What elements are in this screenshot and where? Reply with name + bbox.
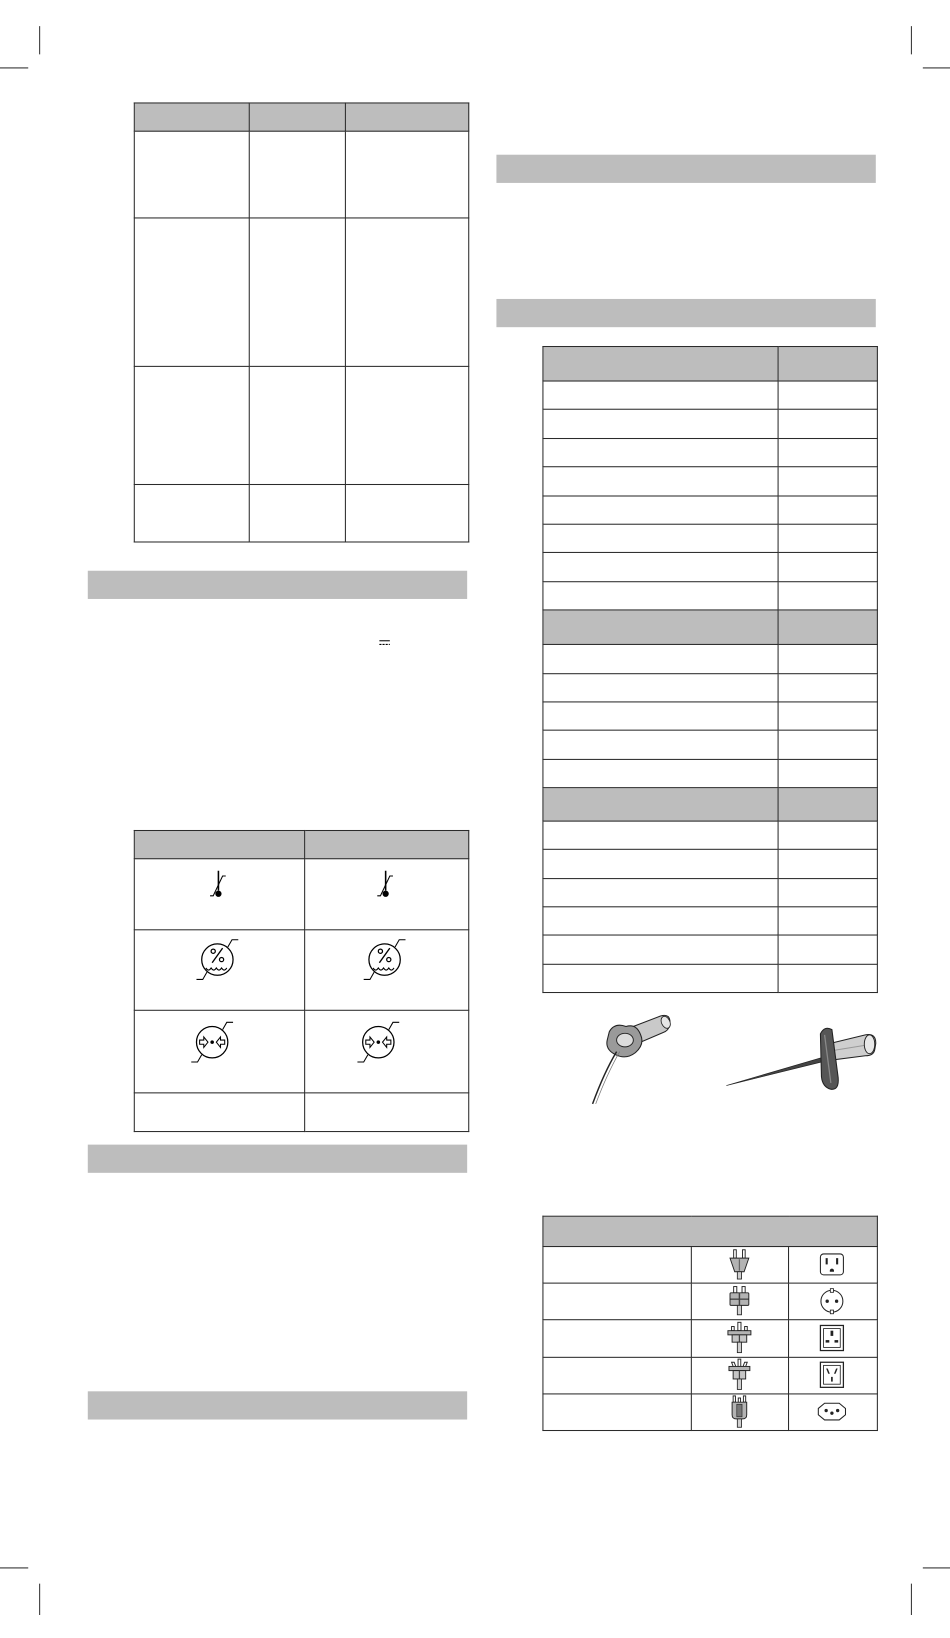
table-cell <box>249 485 345 542</box>
table-row <box>543 410 877 439</box>
plug-cell <box>691 1394 788 1431</box>
table-cell <box>134 1093 304 1132</box>
socket-cell <box>789 1394 878 1431</box>
table-cell <box>778 759 877 788</box>
table-cell <box>543 553 778 582</box>
table-cell <box>778 581 877 610</box>
table-cell <box>543 645 778 674</box>
table-cell <box>305 859 469 930</box>
table-row <box>543 1247 877 1284</box>
table-row <box>543 759 877 788</box>
table-row <box>543 730 877 759</box>
section-heading-bar <box>496 155 875 183</box>
probe-straight-illustration <box>726 1028 875 1089</box>
table-header-row <box>134 830 468 858</box>
socket-cell <box>789 1283 878 1320</box>
table-cell <box>543 381 778 410</box>
table-cell <box>543 1357 691 1394</box>
table-cell <box>345 485 468 542</box>
table-cell <box>778 673 877 702</box>
table-row <box>543 1357 877 1394</box>
table-cell <box>778 878 877 907</box>
dc-symbol-icon <box>379 641 389 645</box>
socket-cell <box>789 1247 878 1284</box>
table-row <box>543 964 877 993</box>
section-heading-bar <box>88 1145 467 1173</box>
table-cell <box>778 935 877 964</box>
table-row <box>543 935 877 964</box>
table-cell <box>543 496 778 525</box>
header-cell <box>249 103 345 131</box>
socket-cell <box>789 1357 878 1394</box>
table-cell <box>305 1010 469 1093</box>
table-row <box>543 1283 877 1320</box>
table-row <box>543 850 877 879</box>
table-row <box>543 438 877 467</box>
header-cell <box>543 347 778 381</box>
table-cell <box>543 821 778 850</box>
table-top-left <box>134 102 469 542</box>
table-subheader-row <box>543 610 877 644</box>
table-cell <box>305 930 469 1010</box>
subheader-cell <box>778 788 877 821</box>
table-row <box>134 930 468 1010</box>
plug-cell <box>691 1283 788 1320</box>
table-row <box>543 907 877 936</box>
plug-cell <box>691 1357 788 1394</box>
table-cell <box>345 131 468 218</box>
table-header-row <box>543 347 877 381</box>
plug-cell <box>691 1320 788 1357</box>
table-cell <box>778 410 877 439</box>
table-row <box>543 581 877 610</box>
table-row <box>543 645 877 674</box>
table-row <box>134 485 468 542</box>
table-cell <box>778 524 877 553</box>
table-cell <box>345 218 468 366</box>
table-cell <box>778 964 877 993</box>
table-cell <box>134 859 304 930</box>
table-cell <box>543 702 778 731</box>
table-cell <box>778 645 877 674</box>
table-cell <box>778 381 877 410</box>
header-cell <box>305 830 469 858</box>
header-cell <box>345 103 468 131</box>
table-cell <box>543 964 778 993</box>
table-cell <box>134 131 249 218</box>
table-cell <box>134 930 304 1010</box>
table-cell <box>543 410 778 439</box>
table-row <box>134 1093 468 1132</box>
table-cell <box>778 467 877 496</box>
table-cell <box>305 1093 469 1132</box>
table-cell <box>543 759 778 788</box>
table-subheader-row <box>543 788 877 821</box>
table-cell <box>134 485 249 542</box>
table-cell <box>543 935 778 964</box>
table-cell <box>543 467 778 496</box>
table-row <box>543 878 877 907</box>
table-cell <box>778 553 877 582</box>
table-row <box>134 1010 468 1093</box>
table-row <box>543 1394 877 1431</box>
table-cell <box>345 366 468 484</box>
table-cell <box>778 496 877 525</box>
header-cell <box>134 103 249 131</box>
table-row <box>543 821 877 850</box>
table-cell <box>543 1394 691 1431</box>
table-cell <box>543 1320 691 1357</box>
table-row <box>134 859 468 930</box>
table-cell <box>543 524 778 553</box>
header-cell <box>543 1216 877 1246</box>
table-cell <box>249 131 345 218</box>
table-cell <box>778 438 877 467</box>
table-cell <box>778 821 877 850</box>
table-row <box>134 218 468 366</box>
table-cell <box>543 438 778 467</box>
table-cell <box>249 366 345 484</box>
plug-cell <box>691 1247 788 1284</box>
table-cell <box>543 1283 691 1320</box>
table-cell <box>134 366 249 484</box>
plug-adapter-table <box>542 1216 877 1431</box>
table-cell <box>778 730 877 759</box>
section-heading-bar <box>496 299 875 327</box>
table-cell <box>543 673 778 702</box>
table-row <box>543 496 877 525</box>
table-cell <box>134 218 249 366</box>
table-cell <box>543 1247 691 1284</box>
table-row <box>543 673 877 702</box>
table-cell <box>543 850 778 879</box>
socket-cell <box>789 1320 878 1357</box>
table-cell <box>543 730 778 759</box>
table-row <box>543 553 877 582</box>
table-cell <box>778 850 877 879</box>
table-cell <box>543 878 778 907</box>
table-row <box>134 366 468 484</box>
section-heading-bar <box>88 1391 467 1419</box>
table-header-row <box>543 1216 877 1246</box>
table-row <box>543 1320 877 1357</box>
probe-bent-illustration <box>593 1015 673 1104</box>
specifications-table <box>542 346 877 993</box>
table-header-row <box>134 103 468 131</box>
table-row <box>543 381 877 410</box>
table-row <box>543 467 877 496</box>
subheader-cell <box>778 610 877 644</box>
subheader-cell <box>543 788 778 821</box>
table-cell <box>543 907 778 936</box>
table-cell <box>134 1010 304 1093</box>
table-row <box>543 524 877 553</box>
header-cell <box>134 830 304 858</box>
table-cell <box>778 702 877 731</box>
table-row <box>134 131 468 218</box>
table-row <box>543 702 877 731</box>
subheader-cell <box>543 610 778 644</box>
table-cell <box>543 581 778 610</box>
environment-conditions-table <box>134 830 469 1132</box>
header-cell <box>778 347 877 381</box>
table-cell <box>778 907 877 936</box>
table-cell <box>249 218 345 366</box>
section-heading-bar <box>88 571 467 599</box>
